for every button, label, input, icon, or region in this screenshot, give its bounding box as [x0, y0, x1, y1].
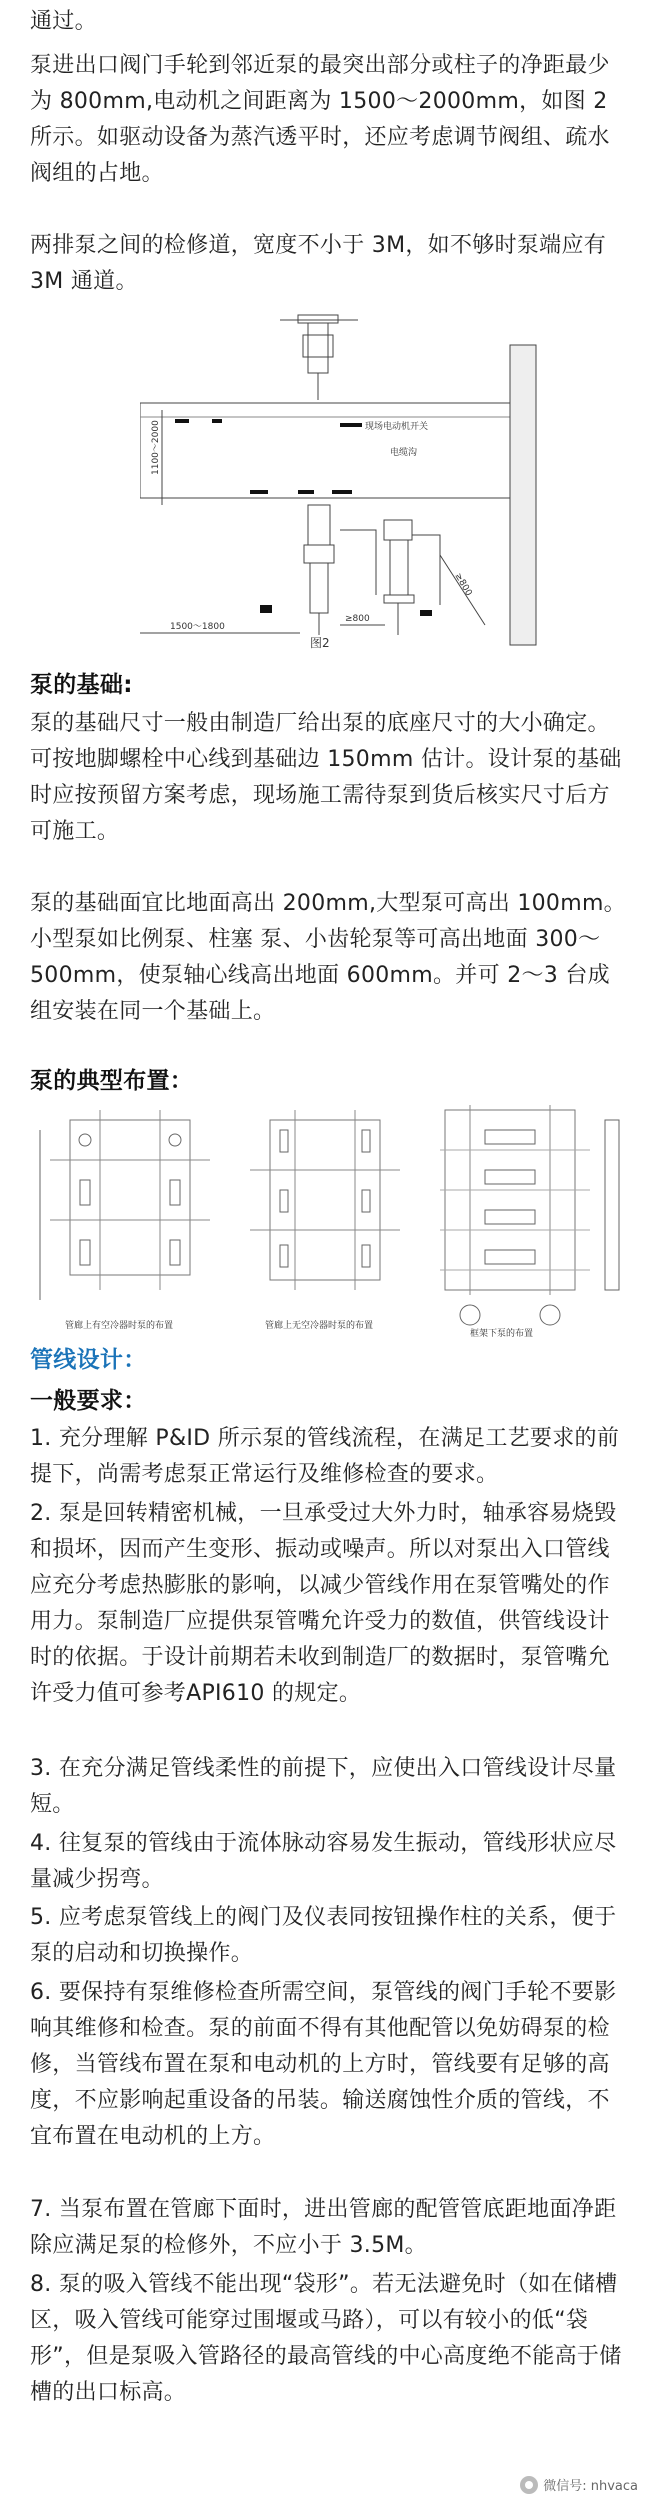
piping-item-3: 3. 在充分满足管线柔性的前提下，应使出入口管线设计尽量短。 [30, 1756, 617, 1817]
heading-piping-design: 管线设计： [30, 1347, 147, 1373]
layout-caption-2: 管廊上无空冷器时泵的布置 [265, 1321, 374, 1331]
layout-caption-3: 框架下泵的布置 [470, 1329, 534, 1339]
piping-item-1: 1. 充分理解 P&ID 所示泵的管线流程，在满足工艺要求的前提下，尚需考虑泵正常运行及维修检查的要求。 [30, 1426, 620, 1487]
heading-general-requirements: 一般要求： [30, 1388, 147, 1414]
layout-panel-3 [440, 1105, 619, 1339]
paragraph-intro-end: 通过。 [30, 9, 97, 34]
piping-item-2: 2. 泵是回转精密机械，一旦承受过大外力时，轴承容易烧毁和损坏，因而产生变形、振动或噪声。所以对泵出入口管线应充分考虑热膨胀的影响，以减少管线作用在泵管嘴处的作用力。泵制造厂应提供泵管嘴允许受力的数值，供管线设计时的依据。于设计前期若未收到制造厂的数据时，泵管嘴允许受力值可参考API610 的规定。 [30, 1501, 617, 1706]
paragraph-spacing: 泵进出口阀门手轮到邻近泵的最突出部分或柱子的净距最少为 800mm,电动机之间距离为 1500～2000mm，如图 2 所示。如驱动设备为蒸汽透平时，还应考虑调节阀组、疏水阀组的占地。 [30, 53, 610, 186]
piping-item-5: 5. 应考虑泵管线上的阀门及仪表同按钮操作柱的关系，便于泵的启动和切换操作。 [30, 1905, 617, 1966]
layout-caption-1: 管廊上有空冷器时泵的布置 [65, 1321, 174, 1331]
piping-item-7: 7. 当泵布置在管廊下面时，进出管廊的配管管底距地面净距除应满足泵的检修外，不应小于 3.5M。 [30, 2197, 617, 2258]
watermark-text: 微信号: nhvaca [543, 2479, 638, 2494]
column-right [510, 345, 536, 645]
piping-item-8: 8. 泵的吸入管线不能出现“袋形”。若无法避免时（如在储槽区，吸入管线可能穿过围堰或马路），可以有较小的低“袋形”，但是泵吸入管路径的最高管线的中心高度绝不能高于储槽的出口标高。 [30, 2272, 622, 2405]
upper-motor [298, 315, 338, 323]
label-dim-vertical: 1100～2000 [151, 420, 161, 475]
piping-item-6: 6. 要保持有泵维修检查所需空间，泵管线的阀门手轮不要影响其维修和检查。泵的前面不得有其他配管以免妨碍泵的检修，当管线布置在泵和电动机的上方时，管线要有足够的高度，不应影响起重设备的吊装。输送腐蚀性介质的管线，不宜布置在电动机的上方。 [30, 1980, 617, 2149]
layout-panel-2 [250, 1110, 400, 1331]
label-dim-800a: ≥800 [345, 614, 370, 624]
heading-foundation: 泵的基础: [30, 672, 133, 698]
lower-pump-1 [308, 505, 330, 545]
figure-2-caption: 图2 [310, 636, 330, 650]
label-trench: 电缆沟 [390, 448, 418, 458]
wechat-icon [520, 2476, 538, 2494]
typical-layout-figure [30, 1100, 630, 1340]
piping-item-4: 4. 往复泵的管线由于流体脉动容易发生振动，管线形状应尽量减少拐弯。 [30, 1831, 617, 1892]
heading-typical-layout: 泵的典型布置： [30, 1068, 194, 1094]
label-switch: 现场电动机开关 [365, 422, 429, 432]
label-dim-1500: 1500～1800 [170, 622, 225, 632]
paragraph-aisle: 两排泵之间的检修道，宽度不小于 3M，如不够时泵端应有 3M 通道。 [30, 233, 607, 294]
layout-panel-1 [40, 1110, 210, 1331]
wechat-watermark [520, 2475, 638, 2494]
paragraph-foundation-size: 泵的基础尺寸一般由制造厂给出泵的底座尺寸的大小确定。可按地脚螺栓中心线到基础边 150mm 估计。设计泵的基础时应按预留方案考虑，现场施工需待泵到货后核实尺寸后方可施工。 [30, 711, 622, 844]
paragraph-foundation-height: 泵的基础面宜比地面高出 200mm,大型泵可高出 100mm。小型泵如比例泵、柱塞 泵、小齿轮泵等可高出地面 300～500mm，使泵轴心线高出地面 600mm。并可 2～3 台成组安装在同一个基础上。 [30, 891, 626, 1024]
lower-pump-2 [384, 520, 412, 540]
figure-2-diagram [140, 305, 540, 650]
switch-mark [340, 423, 362, 427]
label-dim-800b: ≥800 [452, 571, 474, 598]
